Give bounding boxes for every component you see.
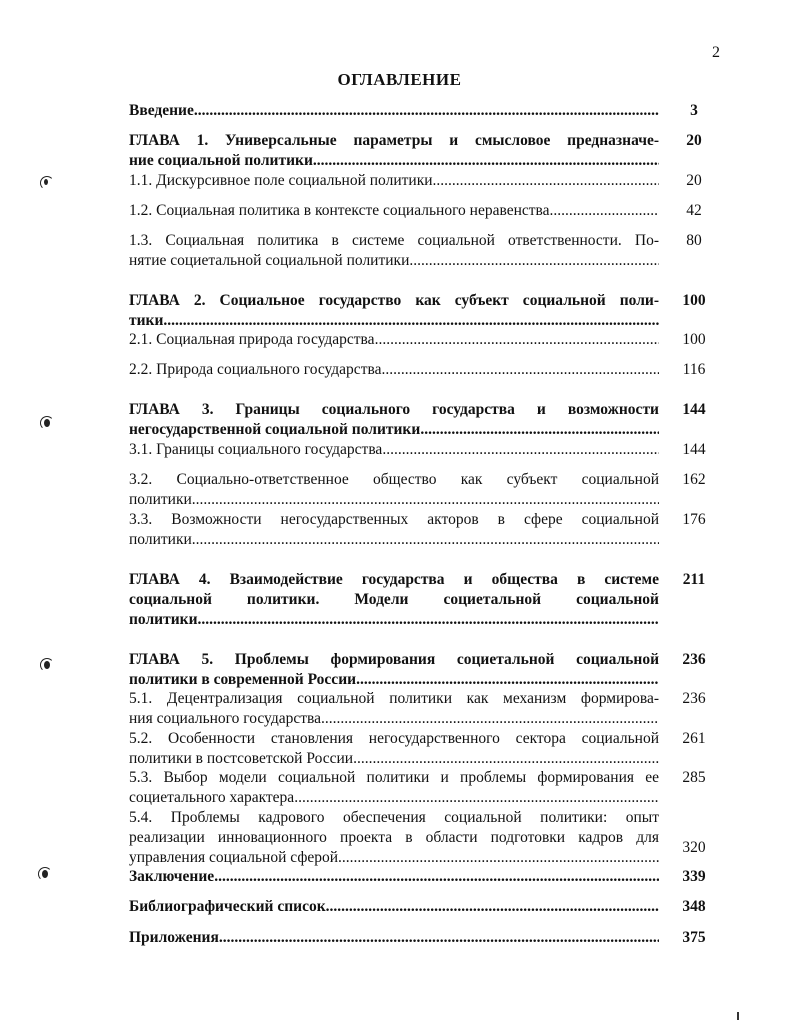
toc-entry-text: ние социальной политики (129, 152, 313, 169)
toc-entry (129, 231, 659, 271)
toc-entry-line: 3.3. Возможности негосударственных акторов в сфере социальной (129, 511, 659, 528)
toc-entry-line (129, 530, 659, 550)
toc-page-number: 236 (682, 651, 706, 668)
toc-page-number: 236 (682, 690, 706, 707)
toc-entry-line (129, 610, 659, 630)
dot-leader (353, 749, 659, 769)
toc-page-number: 348 (682, 898, 706, 915)
toc-entry (129, 291, 659, 331)
dot-leader (550, 201, 659, 221)
toc-entry-text: тики (129, 312, 164, 329)
dot-leader (321, 709, 659, 729)
toc-entry (129, 867, 659, 887)
toc-entry (129, 171, 659, 191)
toc-entry-line (129, 709, 659, 729)
toc-entry-text: политики (129, 611, 198, 628)
toc-entry (129, 650, 659, 690)
toc-page-number: 42 (686, 202, 702, 219)
toc-entry-text: 1.2. Социальная политика в контексте социального неравенства (129, 202, 550, 219)
dot-leader (375, 330, 659, 350)
toc-entry-text: политики в современной России (129, 671, 357, 688)
toc-entry-line (129, 867, 659, 887)
toc-entry-text: 2.1. Социальная природа государства (129, 331, 375, 348)
toc-entry-line (129, 201, 659, 221)
toc-entry (129, 928, 659, 948)
dot-leader (409, 251, 659, 271)
toc-entry-line (129, 928, 659, 948)
dot-leader (214, 867, 659, 887)
toc-entry (129, 768, 659, 808)
margin-mark (40, 176, 54, 190)
toc-entry-text: нятие социетальной социальной политики (129, 252, 410, 269)
toc-page-number: 261 (682, 730, 706, 747)
toc-entry-text: социетального характера (129, 789, 295, 806)
toc-entry-text: 2.2. Природа социального государства (129, 361, 382, 378)
toc-entry-line (129, 440, 659, 460)
toc-page-number: 211 (682, 571, 706, 588)
dot-leader (382, 440, 659, 460)
toc-page-number: 144 (682, 441, 706, 458)
toc-entry-line (129, 897, 659, 917)
toc-entry-line (129, 749, 659, 769)
dot-leader (192, 530, 659, 550)
toc-entry-text: Библиографический список (129, 898, 326, 915)
toc-entry (129, 131, 659, 171)
toc-entry (129, 897, 659, 917)
toc-page-number: 285 (682, 769, 706, 786)
toc-entry-line: ГЛАВА 1. Универсальные параметры и смысловое предназначе- (129, 132, 659, 149)
toc-entry-line (129, 490, 659, 510)
dot-leader (420, 420, 659, 440)
toc-page-number: 100 (682, 292, 706, 309)
toc-entry-line (129, 171, 659, 191)
toc-entry (129, 689, 659, 729)
toc-entry-line (129, 101, 659, 121)
toc-entry-line: 1.3. Социальная политика в системе социальной ответственности. По- (129, 232, 659, 249)
dot-leader (326, 897, 659, 917)
toc-entry (129, 360, 659, 380)
toc-page-number: 100 (682, 331, 706, 348)
dot-leader (338, 848, 659, 868)
toc-entry-line (129, 788, 659, 808)
toc-entry-text: политики (129, 531, 192, 548)
toc-entry-line: 3.2. Социально-ответственное общество как субъект социальной (129, 471, 659, 488)
toc-entry-text: управления социальной сферой (129, 849, 339, 866)
toc-entry-text: 3.1. Границы социального государства (129, 441, 383, 458)
toc-entry (129, 201, 659, 221)
toc-page-number: 375 (682, 929, 706, 946)
toc-entry (129, 570, 659, 630)
margin-mark (40, 416, 54, 430)
dot-leader (163, 311, 659, 331)
toc-entry (129, 808, 659, 868)
toc-page-number: 3 (690, 102, 698, 119)
toc-entry (129, 729, 659, 769)
toc-entry-line (129, 420, 659, 440)
toc-page-number: 144 (682, 401, 706, 418)
dot-leader (192, 490, 659, 510)
toc-entry-line: реализации инновационного проекта в области подготовки кадров для (129, 829, 659, 846)
toc-entry-line: 5.4. Проблемы кадрового обеспечения социальной политики: опыт (129, 809, 659, 826)
toc-entry-text: ния социального государства (129, 710, 321, 727)
toc-entry (129, 470, 659, 510)
toc-entry-line (129, 311, 659, 331)
dot-leader (198, 610, 659, 630)
toc-entry-line: ГЛАВА 4. Взаимодействие государства и общества в системе (129, 571, 659, 588)
toc-entry-line (129, 670, 659, 690)
toc-entry-line (129, 330, 659, 350)
toc-page-number: 320 (682, 839, 706, 856)
toc-entry-line: 5.1. Децентрализация социальной политики как механизм формирова- (129, 690, 659, 707)
toc-entry-line: 5.2. Особенности становления негосударственного сектора социальной (129, 730, 659, 747)
toc-entry-text: Приложения (129, 929, 219, 946)
toc-page-number: 176 (682, 511, 706, 528)
toc-entry-line (129, 251, 659, 271)
toc-entry-line: социальной политики. Модели социетальной социальной (129, 591, 659, 608)
toc-entry-line (129, 848, 659, 868)
dot-leader (313, 151, 659, 171)
toc-entry-text: политики в постсоветской России (129, 750, 354, 767)
dot-leader (219, 928, 659, 948)
toc-page-number: 20 (686, 132, 702, 149)
margin-mark (40, 658, 54, 672)
toc-entry-text: 1.1. Дискурсивное поле социальной политики (129, 172, 433, 189)
toc-page-number: 80 (686, 232, 702, 249)
toc-entry (129, 330, 659, 350)
toc-entry (129, 510, 659, 550)
toc-entry (129, 101, 659, 121)
dot-leader (433, 171, 659, 191)
page-number: 2 (712, 44, 720, 61)
toc-entry-line: ГЛАВА 5. Проблемы формирования социетальной социальной (129, 651, 659, 668)
toc-title: ОГЛАВЛЕНИЕ (337, 70, 462, 89)
toc-entry-line (129, 360, 659, 380)
toc-entry-line: 5.3. Выбор модели социальной политики и проблемы формирования ее (129, 769, 659, 786)
toc-entry-text: Введение (129, 102, 194, 119)
toc-entry-line: ГЛАВА 2. Социальное государство как субъект социальной поли- (129, 292, 659, 309)
dot-leader (294, 788, 659, 808)
margin-mark (38, 867, 52, 881)
toc-entry (129, 400, 659, 440)
toc-page-number: 162 (682, 471, 706, 488)
toc-entry-text: Заключение (129, 868, 215, 885)
toc-entry-text: негосударственной социальной политики (129, 421, 421, 438)
toc-page-number: 116 (682, 361, 706, 378)
scan-speck (737, 1012, 739, 1020)
toc-page-number: 339 (682, 868, 706, 885)
dot-leader (381, 360, 659, 380)
toc-entry (129, 440, 659, 460)
toc-entry-text: политики (129, 491, 192, 508)
dot-leader (356, 670, 659, 690)
toc-entry-line: ГЛАВА 3. Границы социального государства и возможности (129, 401, 659, 418)
dot-leader (194, 101, 659, 121)
toc-entry-line (129, 151, 659, 171)
toc-page-number: 20 (686, 172, 702, 189)
